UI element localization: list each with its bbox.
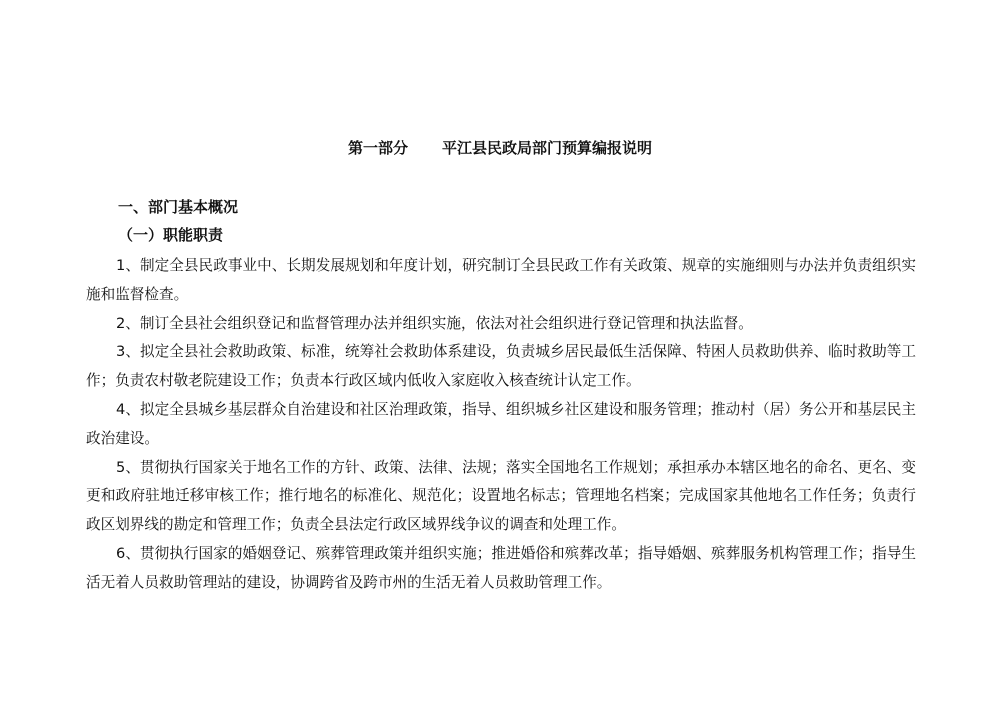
paragraph-3: 3、拟定全县社会救助政策、标准，统筹社会救助体系建设，负责城乡居民最低生活保障、特困人员救助供养、临时救助等工作；负责农村敬老院建设工作；负责本行政区域内低收入家庭收入核查统计认定工作。	[86, 343, 916, 390]
paragraph-4: 4、拟定全县城乡基层群众自治建设和社区治理政策，指导、组织城乡社区建设和服务管理；推动村（居）务公开和基层民主政治建设。	[86, 400, 916, 447]
paragraph-5: 5、贯彻执行国家关于地名工作的方针、政策、法律、法规；落实全国地名工作规划；承担承办本辖区地名的命名、更名、变更和政府驻地迁移审核工作；推行地名的标准化、规范化；设置地名标志；管理地名档案；完成国家其他地名工作任务；负责行政区划界线的勘定和管理工作；负责全县法定行政区域界线争议的调查和处理工作。	[86, 458, 916, 534]
title-part: 第一部分	[347, 139, 408, 157]
paragraph-6: 6、贯彻执行国家的婚姻登记、殡葬管理政策并组织实施；推进婚俗和殡葬改革；指导婚姻、殡葬服务机构管理工作；指导生活无着人员救助管理站的建设，协调跨省及跨市州的生活无着人员救助管理工作。	[86, 544, 916, 591]
subsection-heading: （一）职能职责	[118, 226, 224, 244]
duties-body	[86, 252, 916, 598]
paragraph-1: 1、制定全县民政事业中、长期发展规划和年度计划，研究制订全县民政工作有关政策、规章的实施细则与办法并负责组织实施和监督检查。	[86, 257, 916, 303]
paragraph-2: 2、制订全县社会组织登记和监督管理办法并组织实施，依法对社会组织进行登记管理和执法监督。	[116, 314, 753, 332]
page-title	[0, 137, 1000, 158]
title-main: 平江县民政局部门预算编报说明	[442, 139, 653, 157]
section-heading: 一、部门基本概况	[118, 198, 239, 216]
